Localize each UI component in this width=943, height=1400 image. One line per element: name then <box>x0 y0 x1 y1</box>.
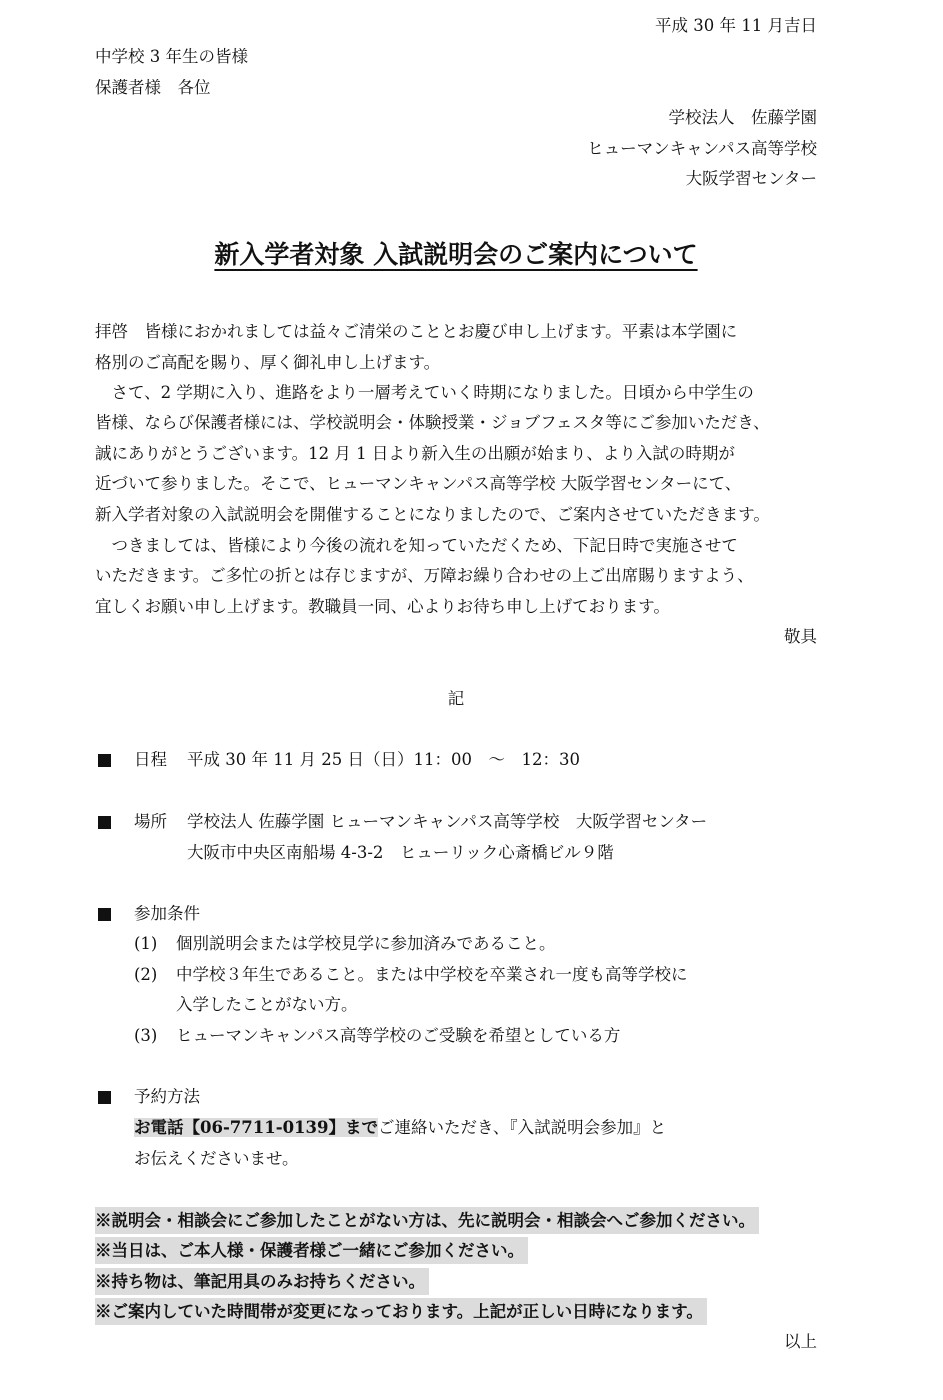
condition-text: 中学校３年生であること。または中学校を卒業され一度も高等学校に <box>176 965 688 984</box>
condition-number: (3) <box>134 1026 158 1045</box>
bullet-square <box>98 816 111 829</box>
reservation-phone: お電話【06-7711-0139】まで <box>134 1118 379 1137</box>
sender-corporation: 学校法人 佐藤学園 <box>668 108 817 127</box>
place-name: 学校法人 佐藤学園 ヒューマンキャンパス高等学校 大阪学習センター <box>187 812 708 831</box>
schedule-label: 日程 <box>134 750 167 769</box>
condition-number: (2) <box>134 965 158 984</box>
body-line: 宜しくお願い申し上げます。教職員一同、心よりお待ち申し上げております。 <box>95 597 670 616</box>
schedule-value: 平成 30 年 11 月 25 日（日）11：00 ～ 12：30 <box>187 750 580 769</box>
body-line: 格別のご高配を賜り、厚く御礼申し上げます。 <box>95 353 441 372</box>
body-line: 近づいて参りました。そこで、ヒューマンキャンパス高等学校 大阪学習センターにて、 <box>95 474 742 493</box>
body-line: つきましては、皆様により今後の流れを知っていただくため、下記日時で実施させて <box>95 536 738 555</box>
conditions-label: 参加条件 <box>134 904 200 923</box>
document-title: 新入学者対象 入試説明会のご案内について <box>214 240 698 269</box>
body-line: いただきます。ご多忙の折とは存じますが、万障お繰り合わせの上ご出席賜りますよう、 <box>95 566 754 585</box>
reservation-label: 予約方法 <box>134 1087 200 1106</box>
condition-number: (1) <box>134 934 158 953</box>
body-line: さて、2 学期に入り、進路をより一層考えていく時期になりました。日頃から中学生の <box>95 383 754 402</box>
bullet-square <box>98 754 111 767</box>
bullet-square <box>98 1091 111 1104</box>
place-label: 場所 <box>134 812 167 831</box>
reservation-line-2: お伝えくださいませ。 <box>134 1149 299 1168</box>
end-ijo: 以上 <box>784 1332 817 1351</box>
condition-text: 個別説明会または学校見学に参加済みであること。 <box>176 934 556 953</box>
reservation-instruction: ご連絡いただき、『入試説明会参加』と <box>378 1118 667 1137</box>
body-line: 新入学者対象の入試説明会を開催することになりましたので、ご案内させていただきます。 <box>95 505 770 524</box>
body-line: 誠にありがとうございます。12 月 1 日より新入生の出願が始まり、より入試の時期が <box>95 444 735 463</box>
ki-heading: 記 <box>447 689 465 708</box>
recipient-students: 中学校 3 年生の皆様 <box>95 47 248 66</box>
condition-text: ヒューマンキャンパス高等学校のご受験を希望としている方 <box>176 1026 621 1045</box>
condition-text: 入学したことがない方。 <box>176 995 358 1014</box>
sender-school: ヒューマンキャンパス高等学校 <box>587 139 817 158</box>
reservation-line-1 <box>134 1117 666 1139</box>
note-line: ※持ち物は、筆記用具のみお持ちください。 <box>95 1268 429 1295</box>
bullet-square <box>98 908 111 921</box>
note-line: ※ご案内していた時間帯が変更になっております。上記が正しい日時になります。 <box>95 1298 707 1325</box>
note-line: ※当日は、ご本人様・保護者様ご一緒にご参加ください。 <box>95 1237 528 1264</box>
note-line: ※説明会・相談会にご参加したことがない方は、先に説明会・相談会へご参加ください。 <box>95 1207 759 1234</box>
body-line: 拝啓 皆様におかれましては益々ご清栄のこととお慶び申し上げます。平素は本学園に <box>95 322 738 341</box>
recipient-parents: 保護者様 各位 <box>95 78 211 97</box>
body-line: 皆様、ならび保護者様には、学校説明会・体験授業・ジョブフェスタ等にご参加いただき、 <box>95 413 770 432</box>
document-date: 平成 30 年 11 月吉日 <box>655 16 817 35</box>
place-address: 大阪市中央区南船場 4-3-2 ヒューリック心斎橋ビル９階 <box>187 843 614 862</box>
closing-keigu: 敬具 <box>784 627 817 646</box>
sender-center: 大阪学習センター <box>685 169 817 188</box>
